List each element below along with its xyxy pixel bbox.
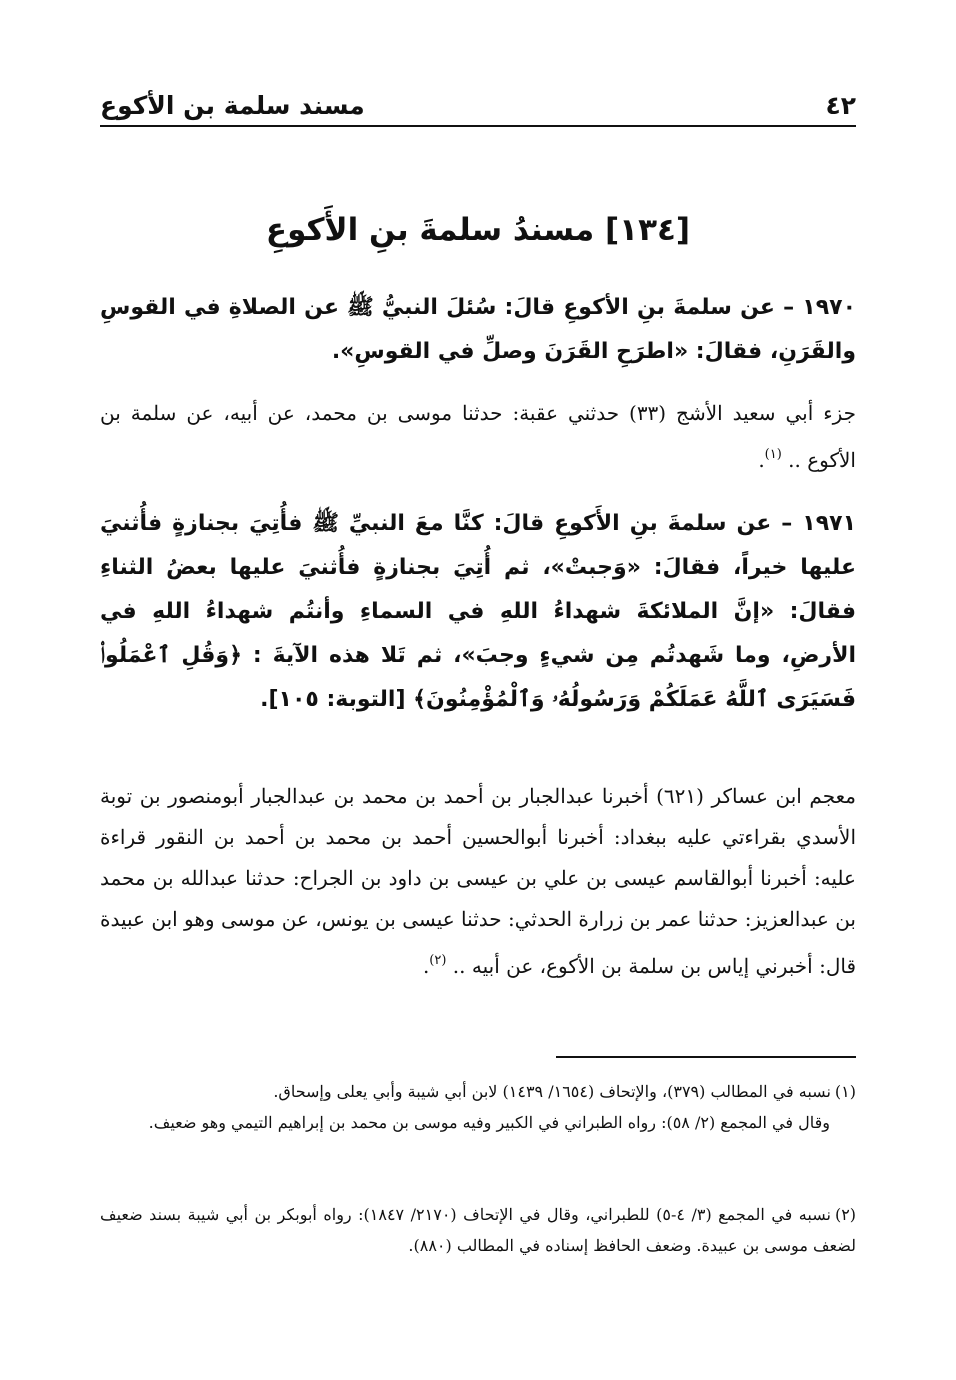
source-1971-end: . xyxy=(422,954,430,978)
footnote-1-line1: نسبه في المطالب (٣٧٩)، والإتحاف (١٦٥٤/ ١٤٣٩) لابن أبي شيبة وأبي يعلى وإسحاق. xyxy=(273,1082,831,1101)
running-header xyxy=(100,78,856,118)
page-number: ٤٢ xyxy=(825,91,856,120)
source-1971 xyxy=(100,776,856,987)
hadith-1970: ١٩٧٠ – عن سلمةَ بنِ الأكوعِ قالَ: سُئلَ النبيُّ ﷺ عن الصلاةِ في القوسِ والقَرَنِ، فقالَ: «اطرَحِ القَرَنَ وصلِّ في القوسِ». xyxy=(100,295,856,364)
running-title: مسند سلمة بن الأكوع xyxy=(100,91,365,120)
footnote-ref-2[interactable]: (٢) xyxy=(429,953,447,968)
footnote-1-line2: وقال في المجمع (٢/ ٥٨): رواه الطبراني في الكبير وفيه موسى بن محمد بن إبراهيم التيمي وهو ضعيف. xyxy=(148,1113,830,1132)
source-1970 xyxy=(100,393,856,481)
hadith-1971: ١٩٧١ – عن سلمةَ بنِ الأَكوعِ قالَ: كنَّا معَ النبيِّ ﷺ فأُتِيَ بجنازةٍ فأُثنيَ عليها خيراً، فقالَ: «وَجبتْ»، ثم أُتِيَ بجنازةٍ فأُثنيَ عليها بعضُ الثناءِ فقالَ: «إنَّ الملائكةَ شهداءُ اللهِ في السماءِ وأنتُم شهداءُ اللهِ في الأرضِ، وما شَهدتُم مِن شيءٍ وجبَ»، ثم تَلا هذه الآيةَ : ﴿وَقُلِ ٱعْمَلُوا۟ فَسَيَرَى ٱللَّهُ عَمَلَكُمْ وَرَسُولُهُۥ وَٱلْمُؤْمِنُونَ﴾ [التوبة: ١٠٥]. xyxy=(100,511,856,712)
footnote-2-line1: نسبه في المجمع (٣/ ٤-٥) للطبراني، وقال في الإتحاف (٢١٧٠/ ١٨٤٧): رواه أبوبكر بن أبي شيبة بسند ضعيف لضعف موسى بن عبيدة. وضعف الحافظ إسناده في المطالب (٨٨٠). xyxy=(100,1205,856,1255)
footnote-1-number: (١) xyxy=(834,1082,856,1101)
source-1971-text: معجم ابن عساكر (٦٢١) أخبرنا عبدالجبار بن أحمد بن محمد بن عبدالجبار أبومنصور بن توبة الأسدي بقراءتي عليه ببغداد: أخبرنا أبوالحسين أحمد بن محمد بن أحمد بن النقور قراءة عليه: أخبرنا أبوالقاسم عيسى بن علي بن عيسى بن داود بن الجراح: حدثنا عبدالله بن محمد بن عبدالعزيز: حدثنا عمر بن زرارة الحدثي: حدثنا عيسى بن يونس، عن موسى وهو ابن عبيدة قال: أخبرني إياس بن سلمة بن الأكوع، عن أبيه .. xyxy=(100,784,856,978)
footnote-2-number: (٢) xyxy=(834,1205,857,1224)
header-rule xyxy=(100,125,856,127)
footnote-2 xyxy=(100,1199,856,1261)
footnote-1 xyxy=(100,1076,856,1138)
source-1970-text: جزء أبي سعيد الأشج (٣٣) حدثني عقبة: حدثنا موسى بن محمد، عن أبيه، عن سلمة بن الأكوع .. xyxy=(100,401,856,472)
footnote-ref-1[interactable]: (١) xyxy=(764,447,782,462)
chapter-title: [١٣٤] مسندُ سلمةَ بنِ الأَكوعِ xyxy=(265,212,691,248)
footnote-separator xyxy=(556,1056,856,1058)
source-1970-end: . xyxy=(758,448,765,472)
